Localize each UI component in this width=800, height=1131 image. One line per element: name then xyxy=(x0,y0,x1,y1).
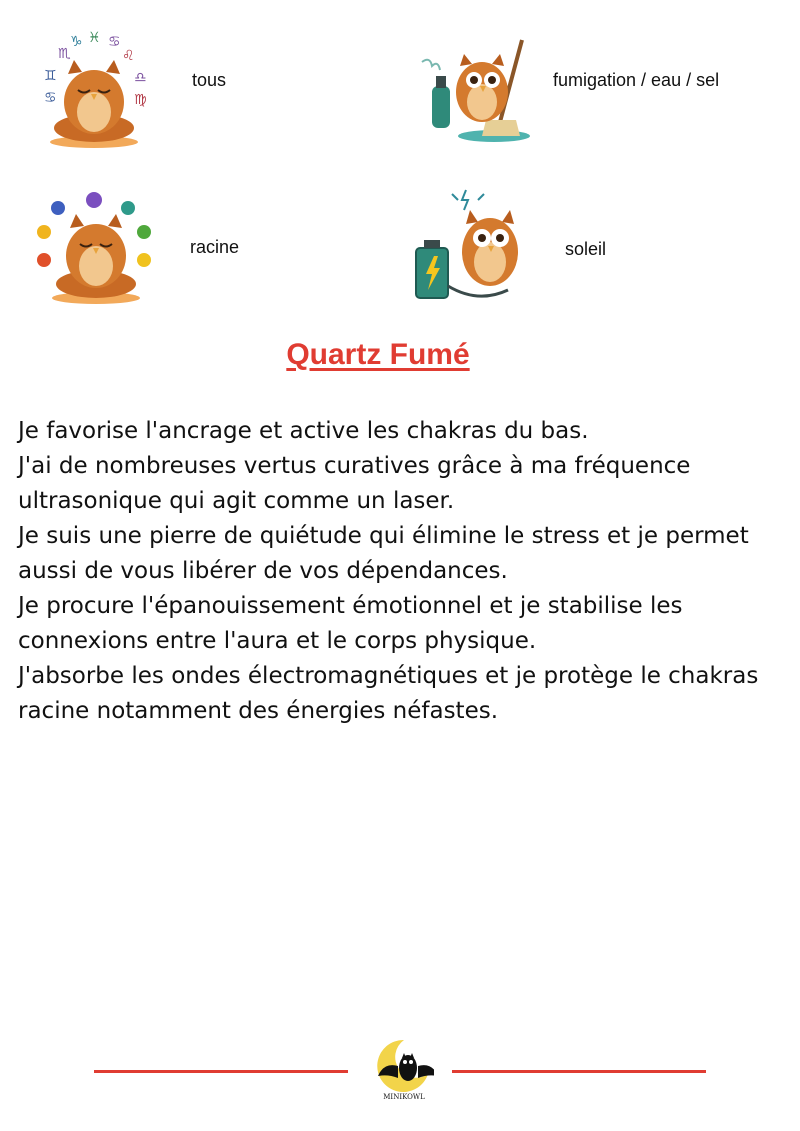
purification-value: fumigation / eau / sel xyxy=(553,70,720,90)
brand-logo xyxy=(374,1036,434,1107)
charging-owl-icon xyxy=(412,186,536,311)
footer-divider-left xyxy=(94,1070,348,1073)
svg-text:♑: ♑ xyxy=(70,34,83,50)
page-title: Quartz Fumé xyxy=(286,338,470,371)
paragraph: Je favorise l'ancrage et active les chakras du bas. xyxy=(18,418,589,444)
svg-text:♏: ♏ xyxy=(58,46,71,62)
paragraph: J'absorbe les ondes électromagnétiques et je protège le chakras racine notamment des énergies néfastes. xyxy=(18,663,759,724)
svg-text:♋: ♋ xyxy=(44,90,57,106)
paragraph: Je suis une pierre de quiétude qui élimine le stress et je permet aussi de vous libérer de vos dépendances. xyxy=(18,523,749,584)
footer-divider-right xyxy=(452,1070,706,1073)
recharge-value: soleil xyxy=(565,239,607,259)
svg-text:♌: ♌ xyxy=(122,48,135,64)
chakra-owl-icon xyxy=(34,190,158,313)
svg-text:♋: ♋ xyxy=(108,34,121,50)
paragraph: Je procure l'épanouissement émotionnel et je stabilise les connexions entre l'aura et le corps physique. xyxy=(18,593,683,654)
svg-text:♎: ♎ xyxy=(134,70,147,86)
cleaning-owl-icon xyxy=(414,34,534,151)
signs-value: tous xyxy=(192,70,227,90)
chakra-value: racine xyxy=(190,237,240,257)
svg-text:♊: ♊ xyxy=(44,68,57,84)
zodiac-owl-icon xyxy=(34,30,154,157)
paragraph: J'ai de nombreuses vertus curatives grâce à ma fréquence ultrasonique qui agit comme un laser. xyxy=(18,453,691,514)
logo-text: MINIKOWL xyxy=(383,1093,425,1101)
description xyxy=(18,414,788,729)
svg-text:♍: ♍ xyxy=(134,92,147,108)
svg-text:♓: ♓ xyxy=(88,30,101,46)
